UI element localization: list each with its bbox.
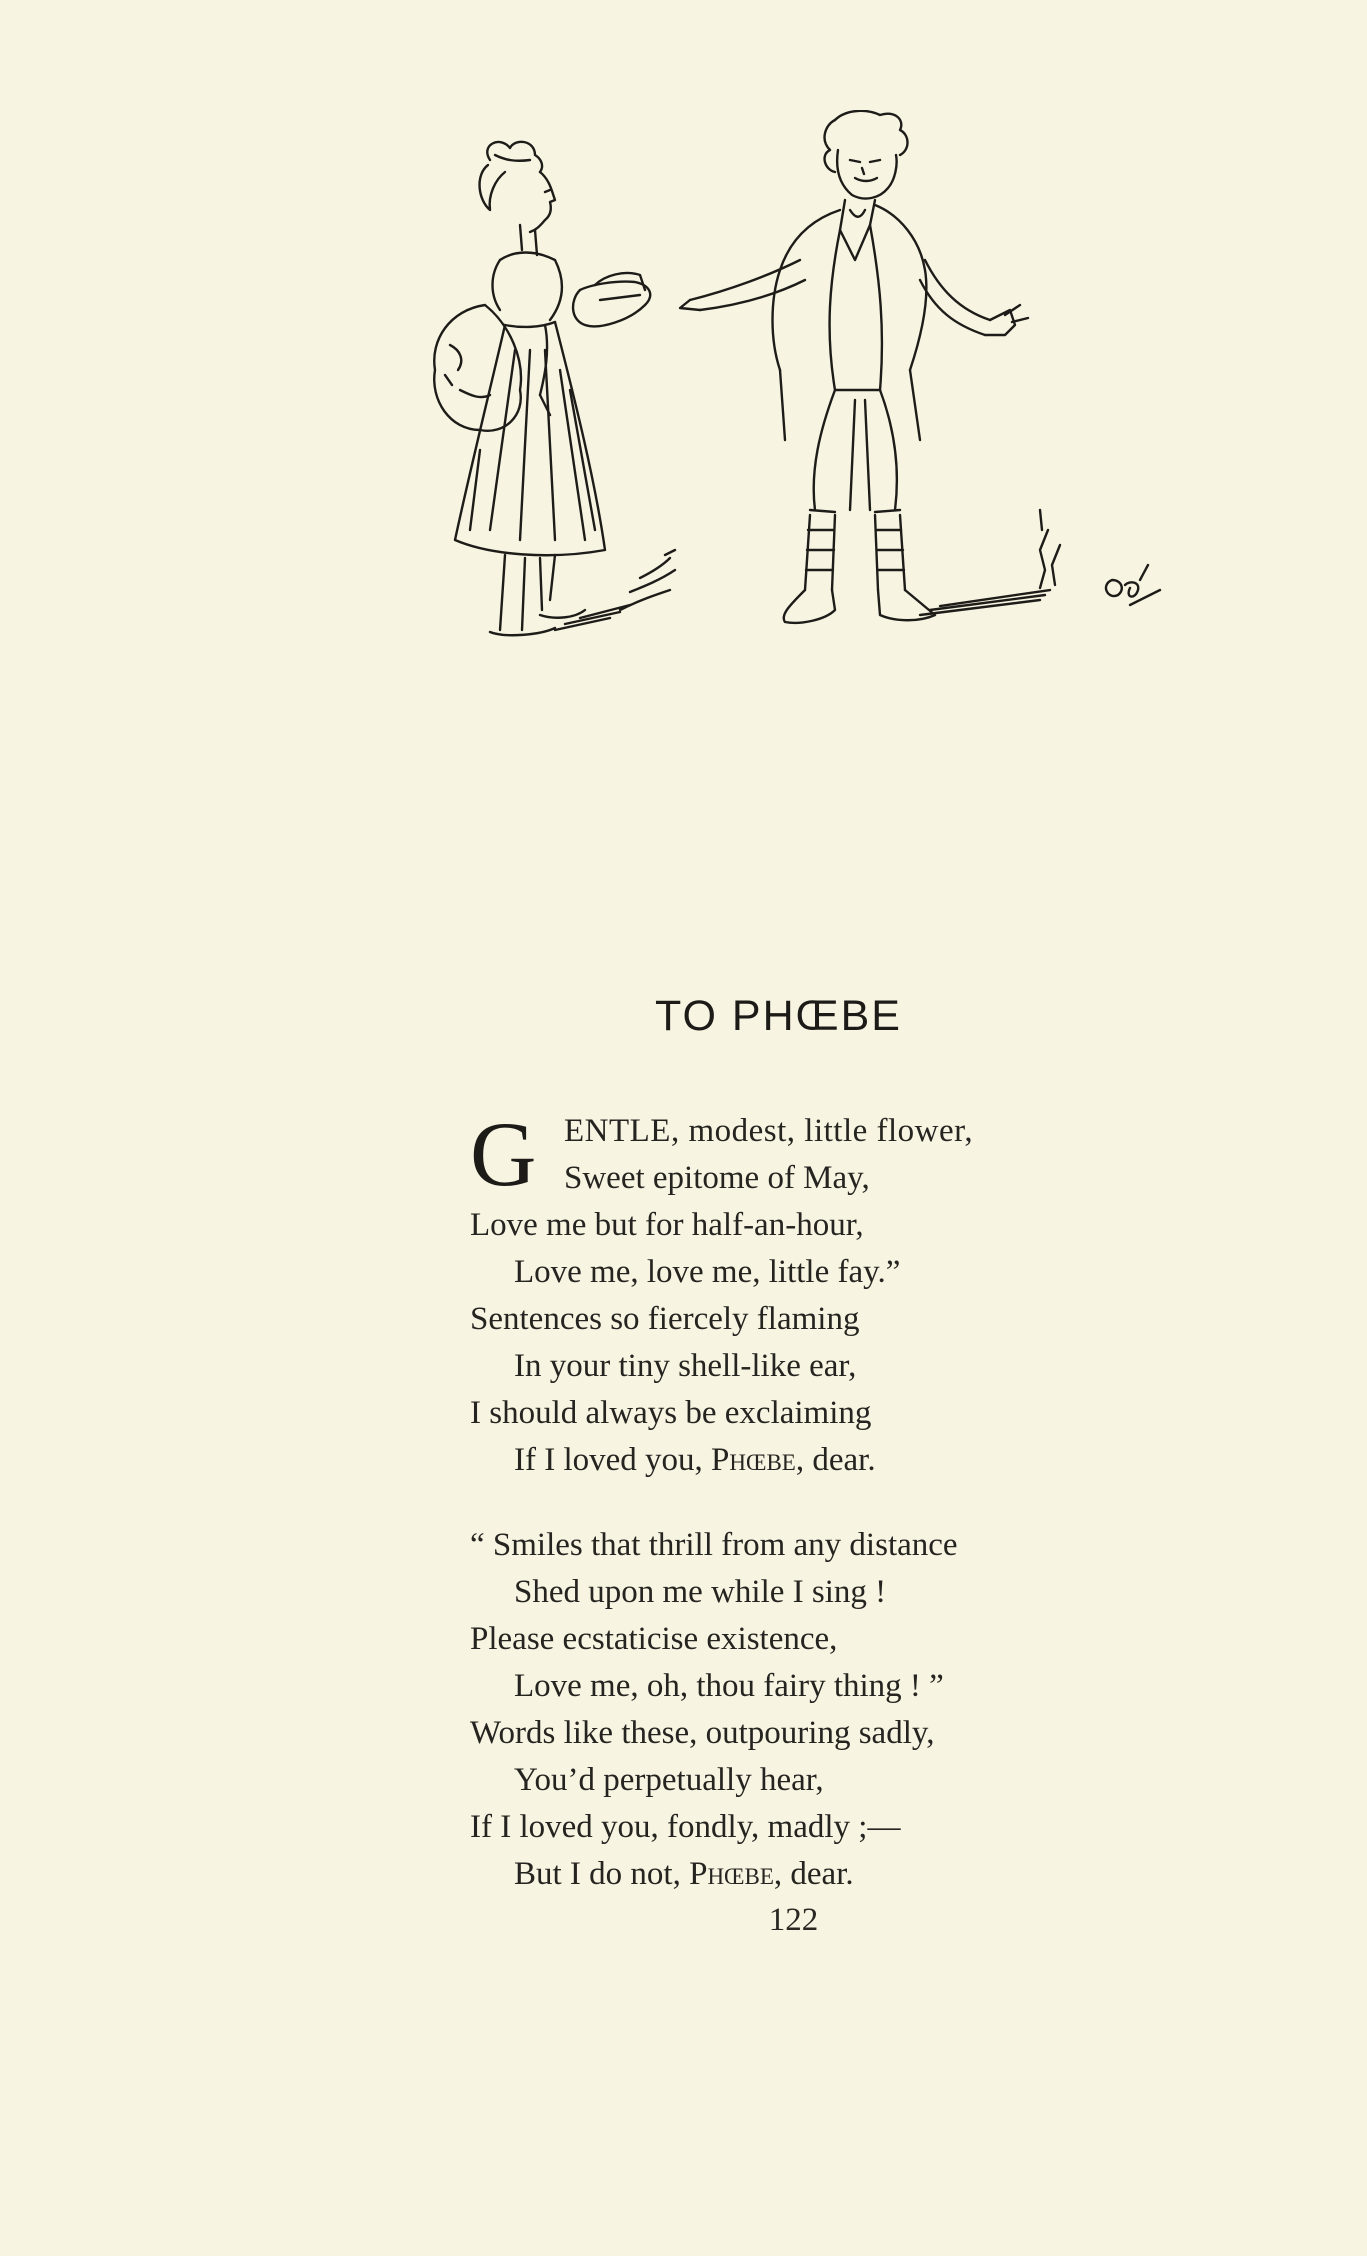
woman-figure	[434, 142, 675, 635]
poem-line-text: But I do not,	[514, 1856, 690, 1892]
illustration-drawing	[340, 110, 1200, 860]
poem-name-smallcaps: Phœbe	[689, 1856, 774, 1892]
signature-text: Bab	[1135, 630, 1137, 631]
illustration-woman-and-gentleman	[340, 110, 1200, 860]
drop-cap: G	[470, 1103, 537, 1205]
stanza-1	[470, 1103, 1230, 1484]
page-number: 122	[768, 1902, 819, 1938]
poem-name-smallcaps: Phœbe	[711, 1442, 796, 1478]
poem-line-text: ENTLE, modest, little flower,	[564, 1113, 974, 1149]
poem-body	[470, 1103, 1230, 1898]
poem-line: “ Smiles that thrill from any distance	[470, 1527, 958, 1563]
poem-line: Sweet epitome of May,	[564, 1160, 870, 1196]
poem-line: Please ecstaticise existence,	[470, 1621, 838, 1657]
poem-line: If I loved you, fondly, madly ;—	[470, 1809, 901, 1845]
poem-line	[470, 1851, 1230, 1898]
poem-line: Shed upon me while I sing !	[514, 1574, 887, 1610]
poem-title: TO PHŒBE	[655, 992, 902, 1040]
poem-line: Words like these, outpouring sadly,	[470, 1715, 935, 1751]
poem-line: Sentences so fiercely flaming	[470, 1301, 860, 1337]
poem-line-text: , dear.	[773, 1856, 854, 1892]
poem-line: Love me, oh, thou fairy thing ! ”	[514, 1668, 944, 1704]
poem-line-text: , dear.	[795, 1442, 876, 1478]
poem-line	[470, 1437, 1230, 1484]
stanza-2	[470, 1522, 1230, 1898]
poem-line: I should always be exclaiming	[470, 1395, 872, 1431]
poem-line: In your tiny shell-like ear,	[514, 1348, 857, 1384]
poem-line: Love me but for half-an-hour,	[470, 1207, 864, 1243]
poem-line: Love me, love me, little fay.”	[514, 1254, 901, 1290]
poem-line: You’d perpetually hear,	[514, 1762, 824, 1798]
gentleman-figure	[573, 111, 1160, 623]
poem-line-text: If I loved you,	[514, 1442, 712, 1478]
